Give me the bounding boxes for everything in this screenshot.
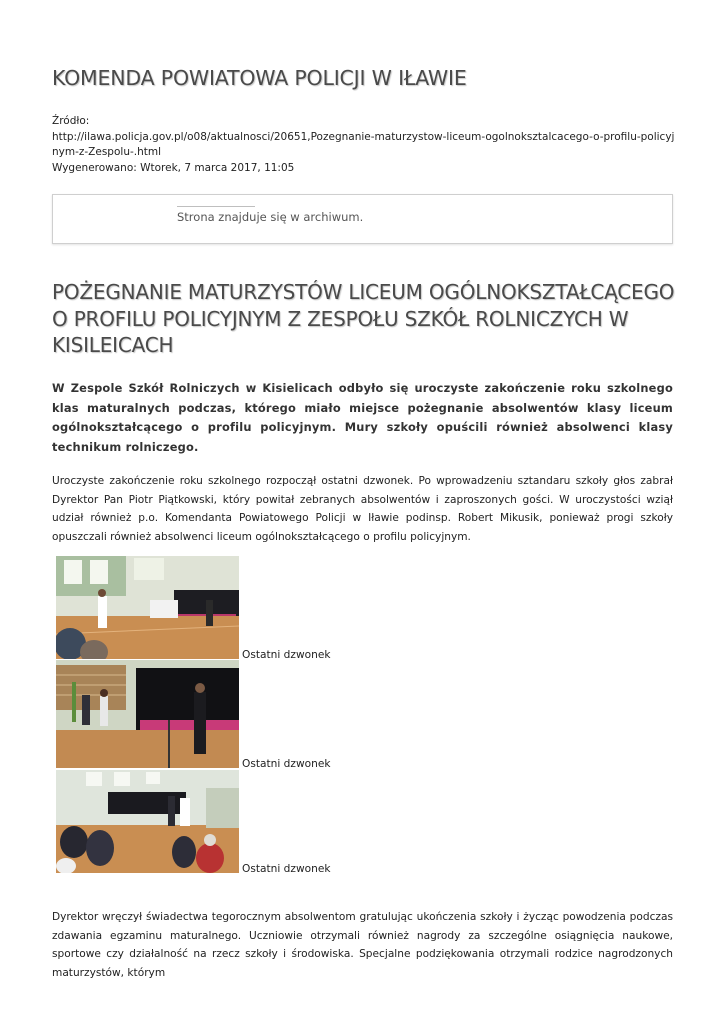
- archive-notice-box: [52, 194, 673, 244]
- photo-caption: Ostatni dzwonek: [242, 863, 331, 875]
- article-paragraph: Uroczyste zakończenie roku szkolnego rozpoczął ostatni dzwonek. Po wprowadzeniu sztandaru szkoły głos zabrał Dyrektor Pan Piotr Piątkowski, który powitał zebranych absolwentów i zaproszonych gości. W uroczystości wziął udział również p.o. Komendanta Powiatowego Policji w Iławie podinsp. Robert Mikusik, ponieważ progi szkoły opuszczali również absolwenci liceum ogólnokształcącego o profilu policyjnym.: [52, 475, 673, 543]
- archive-divider: [177, 206, 255, 207]
- archive-notice-text: Strona znajduje się w archiwum.: [177, 210, 364, 224]
- article-photo[interactable]: [56, 556, 239, 659]
- article-title: POŻEGNANIE MATURZYSTÓW LICEUM OGÓLNOKSZTAŁCĄCEGO O PROFILU POLICYJNYM Z ZESPOŁU SZKÓŁ ROLNICZYCH W KISILEICACH: [52, 280, 675, 357]
- article-paragraph: Dyrektor wręczył świadectwa tegorocznym absolwentom gratulując ukończenia szkoły i życząc powodzenia podczas zdawania egzaminu maturalnego. Uczniowie otrzymali również nagrody za szczególne osiągnięcia naukowe, sportowe czy działalność na rzecz szkoły i środowiska. Specjalne podziękowania otrzymali rodzice nagrodzonych maturzystów, którym: [52, 911, 673, 979]
- photo-caption: Ostatni dzwonek: [242, 649, 331, 661]
- source-meta: [52, 114, 677, 176]
- article-lead: W Zespole Szkół Rolniczych w Kisielicach odbyło się uroczyste zakończenie roku szkolnego klas maturalnych podczas, którego miało miejsce pożegnanie absolwentów klasy liceum ogólnokształcącego o profilu policyjnym. Mury szkoły opuścili również absolwenci klasy technikum rolniczego.: [52, 381, 673, 454]
- source-url-link[interactable]: http://ilawa.policja.gov.pl/o08/aktualnosci/20651,Pozegnanie-maturzystow-liceum-ogolnoksztalcacego-o-profilu-policyjnym-z-Zespolu-.html: [52, 130, 675, 158]
- source-label: Źródło:: [52, 115, 90, 127]
- photo-caption: Ostatni dzwonek: [242, 758, 331, 770]
- article-photo[interactable]: [56, 770, 239, 873]
- article-photo[interactable]: [56, 660, 239, 768]
- site-title: KOMENDA POWIATOWA POLICJI W IŁAWIE: [52, 66, 467, 90]
- generated-timestamp: Wygenerowano: Wtorek, 7 marca 2017, 11:05: [52, 161, 295, 174]
